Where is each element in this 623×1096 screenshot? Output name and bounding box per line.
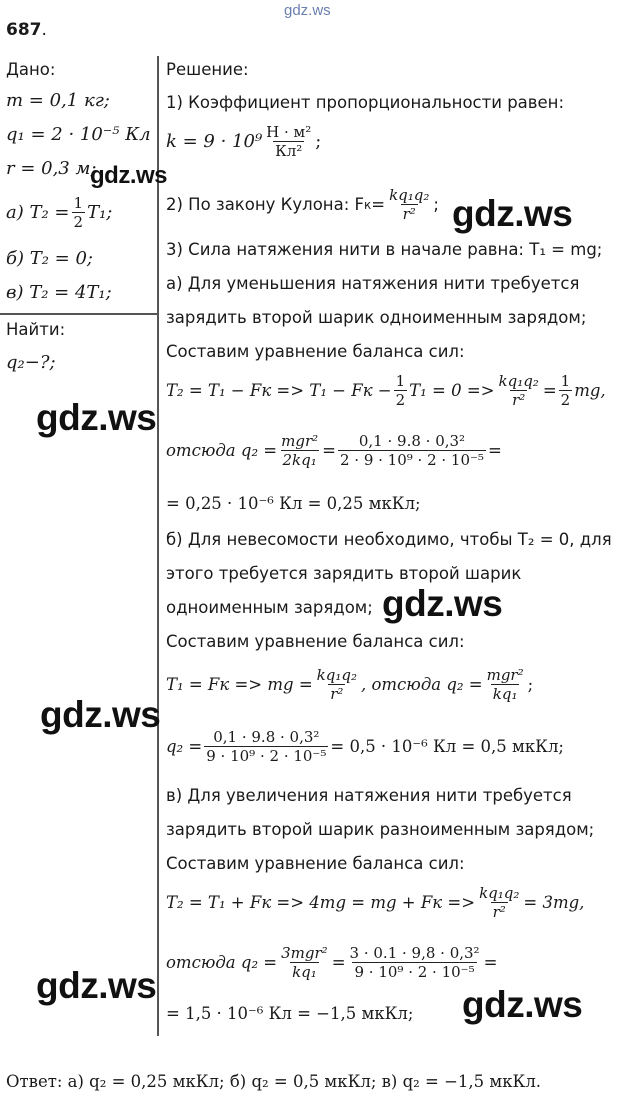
given-case-a: а) T₂ = $\frac{1}{2}$ T₁; (6, 194, 113, 231)
case-b-line-1: б) Для невесомости необходимо, чтобы T₂ = 0, для (166, 530, 612, 549)
case-a-equation-1: T₂ = T₁ − Fк => T₁ − Fк − $\frac{1}{2}$ T₁ = 0 => $\frac{\text{kq₁q₂}}{\text{r²}}$ = $\frac{1}{2}$ mg, (166, 372, 606, 409)
case-b-line-2: этого требуется зарядить второй шарик (166, 564, 522, 583)
given-charge-q1: q₁ = 2 · 10⁻⁵ Кл (6, 124, 151, 145)
step-2-coulomb: 2) По закону Кулона: F к = $\frac{\text{kq₁q₂}}{\text{r²}}$ ; (166, 186, 439, 223)
given-mass: m = 0,1 кг; (6, 90, 110, 111)
case-b-line-3: одноименным зарядом; (166, 598, 373, 617)
case-b-balance: Составим уравнение баланса сил: (166, 632, 465, 651)
site-header-watermark: gdz.ws (284, 2, 331, 19)
watermark: gdz.ws (36, 965, 157, 1006)
coefficient-formula: k = 9 · 10⁹ $\frac{\text{Н · м²}}{\text{Кл²}}$ ; (166, 123, 322, 160)
final-answer: Ответ: а) q₂ = 0,25 мкКл; б) q₂ = 0,5 мкКл; в) q₂ = −1,5 мкКл. (6, 1072, 542, 1091)
case-a-balance: Составим уравнение баланса сил: (166, 342, 465, 361)
divider-vertical (157, 56, 159, 1036)
case-c-balance: Составим уравнение баланса сил: (166, 854, 465, 873)
step-1: 1) Коэффициент пропорциональности равен: (166, 93, 565, 112)
given-case-c: в) T₂ = 4T₁; (6, 282, 112, 303)
watermark: gdz.ws (90, 162, 168, 189)
case-b-equation-1: T₁ = Fк => mg = $\frac{\text{kq₁q₂}}{\text{r²}}$ , отсюда q₂ = $\frac{\text{mgr²}}{\text{kq₁}}$ ; (166, 666, 534, 703)
watermark: gdz.ws (452, 193, 573, 234)
case-a-result: = 0,25 · 10⁻⁶ Кл = 0,25 мкКл; (166, 494, 421, 513)
solution-title: Решение: (166, 60, 249, 79)
case-c-equation-1: T₂ = T₁ + Fк => 4mg = mg + Fк => $\frac{\text{kq₁q₂}}{\text{r²}}$ = 3mg, (166, 884, 585, 921)
step-3: 3) Сила натяжения нити в начале равна: T₁ = mg; (166, 240, 603, 259)
case-c-equation-2: отсюда q₂ = $\frac{\text{3mgr²}}{\text{kq₁}}$ = $\frac{\text{3 · 0.1 · 9,8 · 0,3²}}{\text{9 · 10⁹ · 2 · 10⁻⁵}}$ = (166, 944, 498, 981)
divider-given-find (0, 313, 157, 315)
watermark: gdz.ws (36, 397, 157, 438)
watermark: gdz.ws (382, 583, 503, 624)
case-a-line-1: а) Для уменьшения натяжения нити требуется (166, 274, 580, 293)
given-title: Дано: (6, 60, 56, 79)
find-value: q₂−?; (6, 352, 56, 373)
watermark: gdz.ws (40, 694, 161, 735)
case-c-line-1: в) Для увеличения натяжения нити требуется (166, 786, 572, 805)
case-a-equation-2: отсюда q₂ = $\frac{\text{mgr²}}{\text{2kq₁}}$ = $\frac{\text{0,1 · 9.8 · 0,3²}}{\text{2 · 9 · 10⁹ · 2 · 10⁻⁵}}$ = (166, 432, 502, 469)
given-case-b: б) T₂ = 0; (6, 248, 93, 269)
case-a-line-2: зарядить второй шарик одноименным зарядом; (166, 308, 587, 327)
case-c-result: = 1,5 · 10⁻⁶ Кл = −1,5 мкКл; (166, 1004, 414, 1023)
problem-number: 687. (6, 20, 47, 40)
watermark: gdz.ws (462, 984, 583, 1025)
given-distance: r = 0,3 м; (6, 158, 97, 179)
case-c-line-2: зарядить второй шарик разноименным зарядом; (166, 820, 595, 839)
case-b-equation-2: q₂ = $\frac{\text{0,1 · 9.8 · 0,3²}}{\text{9 · 10⁹ · 2 · 10⁻⁵}}$ = 0,5 · 10⁻⁶ Кл = 0,5 мкКл; (166, 728, 564, 765)
find-title: Найти: (6, 320, 66, 339)
